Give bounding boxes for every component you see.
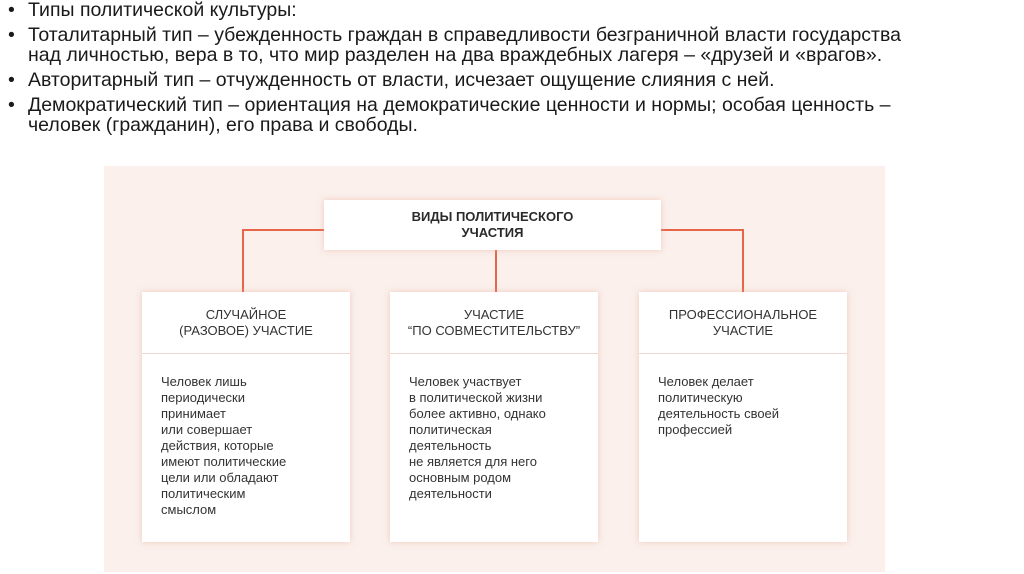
bullet-line: человек (гражданин), его права и свободы. xyxy=(28,114,418,136)
card-text-line: основным родом xyxy=(409,470,512,485)
card-heading xyxy=(639,292,847,354)
connector-center-vertical xyxy=(495,250,497,292)
bullet-marker: • xyxy=(8,94,15,116)
card-description xyxy=(639,354,847,438)
card-text-line: смыслом xyxy=(161,502,217,517)
card-text-line: более активно, однако xyxy=(409,406,546,421)
card-text-line: политическую xyxy=(658,390,743,405)
bullet-line: Тоталитарный тип – убежденность граждан в справедливости безграничной власти государства xyxy=(28,24,901,46)
bullet-item xyxy=(8,70,1013,90)
card-text-line: Человек лишь xyxy=(161,374,247,389)
card-text-line: или совершает xyxy=(161,422,253,437)
bullet-marker: • xyxy=(8,0,15,21)
bullet-line: Демократический тип – ориентация на демократические ценности и нормы; особая ценность – xyxy=(28,94,891,116)
card-heading-line: “ПО СОВМЕСТИТЕЛЬСТВУ” xyxy=(407,322,581,338)
card-description xyxy=(142,354,350,518)
bullet-text xyxy=(28,95,1013,135)
connector-left-vertical xyxy=(242,229,244,292)
card-text-line: деятельности xyxy=(409,486,492,501)
card-text-line: политическим xyxy=(161,486,246,501)
card-text-line: Человек участвует xyxy=(409,374,522,389)
bullet-marker: • xyxy=(8,69,15,91)
card-heading-line: СЛУЧАЙНОЕ xyxy=(205,306,287,322)
card-part-time xyxy=(390,292,598,542)
diagram-title xyxy=(324,200,661,250)
connector-right-vertical xyxy=(742,229,744,292)
card-heading xyxy=(390,292,598,354)
card-text-line: профессией xyxy=(658,422,733,437)
card-heading xyxy=(142,292,350,354)
bullet-item xyxy=(8,25,1013,65)
card-occasional xyxy=(142,292,350,542)
card-text-line: политическая xyxy=(409,422,492,437)
bullet-list xyxy=(8,0,1013,140)
card-text-line: деятельность xyxy=(409,438,492,453)
connector-left-horizontal xyxy=(242,229,324,231)
bullet-line: над личностью, вера в то, что мир разделен на два враждебных лагеря – «друзей и «врагов». xyxy=(28,44,883,66)
card-heading-line: УЧАСТИЕ xyxy=(463,306,525,322)
bullet-marker: • xyxy=(8,24,15,46)
card-text-line: периодически xyxy=(161,390,246,405)
title-line: ВИДЫ ПОЛИТИЧЕСКОГО xyxy=(411,209,574,224)
bullet-text xyxy=(28,25,1013,65)
card-text-line: имеют политические xyxy=(161,454,287,469)
title-line: УЧАСТИЯ xyxy=(461,225,524,240)
card-text-line: не является для него xyxy=(409,454,537,469)
card-professional xyxy=(639,292,847,542)
bullet-item xyxy=(8,0,1013,20)
bullet-line: Авторитарный тип – отчужденность от власти, исчезает ощущение слияния с ней. xyxy=(28,69,775,91)
card-heading-line: ПРОФЕССИОНАЛЬНОЕ xyxy=(668,306,818,322)
card-text-line: цели или обладают xyxy=(161,470,279,485)
card-text-line: деятельность своей xyxy=(658,406,780,421)
card-text-line: в политической жизни xyxy=(409,390,543,405)
bullet-text xyxy=(28,70,1013,90)
card-text-line: Человек делает xyxy=(658,374,754,389)
connector-right-horizontal xyxy=(661,229,744,231)
card-text-line: принимает xyxy=(161,406,226,421)
card-description xyxy=(390,354,598,502)
bullet-item xyxy=(8,95,1013,135)
card-text-line: действия, которые xyxy=(161,438,274,453)
bullet-line: Типы политической культуры: xyxy=(28,0,297,21)
bullet-text xyxy=(28,0,1013,20)
card-heading-line: УЧАСТИЕ xyxy=(712,322,774,338)
participation-diagram xyxy=(104,166,885,572)
card-heading-line: (РАЗОВОЕ) УЧАСТИЕ xyxy=(179,322,313,338)
